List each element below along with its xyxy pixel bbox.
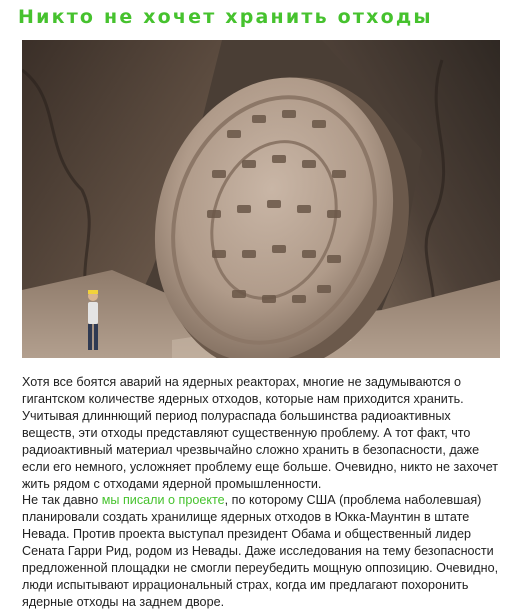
paragraph-2-body: , по которому США (проблема наболевшая) планировали создать хранилище ядерных отходов в Юкка-Маунтин в штате Невада. Против проекта выступал президент Обама и общественный лидер Сената Гарри Рид, родом из Невады. Даже исследования на тему безопасности предложенной площадки не смогли переубедить мощную оппозицию. Очевидно, люди испытывают иррациональный страх, когда им предлагают похоронить ядерные отходы на заднем дворе. — [22, 493, 499, 609]
project-article-link[interactable]: мы писали о проекте — [101, 493, 225, 507]
tunnel-boring-machine-photo — [22, 40, 500, 358]
paragraph-1-text: Хотя все боятся аварий на ядерных реакторах, многие не задумываются о гигантском количестве ядерных отходов, которые нам приходится хранить. Учитывая длиннющий период полураспада большинства радиоактивных веществ, эти отходы представляют существенную проблему. А тот факт, что радиоактивный материал чрезвычайно сложно хранить в безопасности, даже если его немного, усложняет проблему еще больше. Очевидно, никто не захочет жить рядом с отходами ядерной промышленности. — [22, 375, 499, 491]
article-paragraph-2 — [22, 492, 502, 611]
paragraph-2-intro: Не так давно — [22, 493, 102, 507]
article-paragraph-1 — [22, 374, 502, 493]
article-title: Никто не хочет хранить отходы — [18, 6, 433, 28]
